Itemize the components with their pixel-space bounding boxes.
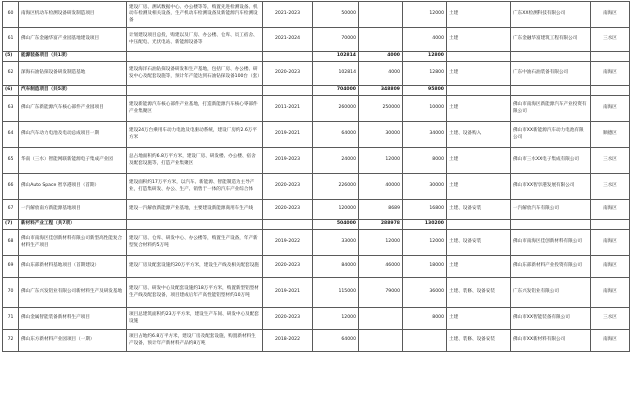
row-number-cell: 61 [3, 28, 19, 52]
owner-company-cell: 佛山市南海区新能源汽车产业投资有限公司 [511, 96, 591, 122]
row-number-cell: (7) [3, 220, 19, 230]
row-number-cell: 64 [3, 122, 19, 148]
investment-use-cell: 土建 [447, 174, 511, 200]
project-content-cell: 建设厂房、仓库、研发中心、办公楼等，购置生产设备，年产新型复合材料约5万吨 [127, 230, 263, 256]
table-row [3, 28, 630, 52]
project-content-cell: 总占地面积约6.8万平方米，建设厂房、研发楼、办公楼、宿舍及配套设施等，打造产业集聚区 [127, 148, 263, 174]
planned-investment-cell: 18000 [403, 256, 447, 278]
owner-company-cell: 广东中油石油装备有限公司 [511, 62, 591, 86]
table-row [3, 230, 630, 256]
completed-investment-cell [359, 308, 403, 330]
project-name-cell: 佛山Auto Space 智享港项目（首期） [19, 174, 127, 200]
district-cell: 三水区 [591, 308, 630, 330]
owner-company-cell: 佛山市三水XX电子集成有限公司 [511, 148, 591, 174]
owner-company-cell: 佛山市XX新材料有限公司 [511, 330, 591, 352]
table-row [3, 330, 630, 352]
project-period-cell [263, 52, 313, 62]
planned-investment-cell: 12000 [403, 230, 447, 256]
owner-company-cell: 广东金融华富建筑工程有限公司 [511, 28, 591, 52]
table-row [3, 278, 630, 308]
row-number-cell: (5) [3, 52, 19, 62]
district-cell: 南海区 [591, 230, 630, 256]
project-period-cell: 2020-2023 [263, 308, 313, 330]
owner-company-cell: 一汽解放汽车有限公司 [511, 200, 591, 220]
investment-use-cell: 土建 [447, 96, 511, 122]
owner-company-cell [511, 86, 591, 96]
completed-investment-cell: 46000 [359, 256, 403, 278]
owner-company-cell [511, 220, 591, 230]
planned-investment-cell: 4000 [403, 28, 447, 52]
planned-investment-cell: 12800 [403, 52, 447, 62]
total-investment-cell: 504000 [313, 220, 359, 230]
planned-investment-cell: 8000 [403, 148, 447, 174]
project-content-cell: 项目总建筑面积约23万平方米，建设生产车间、研发中心及配套设施 [127, 308, 263, 330]
row-number-cell: 70 [3, 278, 19, 308]
planned-investment-cell: 12800 [403, 62, 447, 86]
project-content-cell: 建设厂房、研发中心及配套设施约18万平方米，购置新型铝型材生产线及配套设备，项目建成后年产高性能铝型材约10万吨 [127, 278, 263, 308]
planned-investment-cell: 30000 [403, 174, 447, 200]
district-cell: 南海区 [591, 62, 630, 86]
project-period-cell: 2011-2021 [263, 96, 313, 122]
project-period-cell: 2019-2021 [263, 278, 313, 308]
investment-use-cell: 土建、设备安装 [447, 230, 511, 256]
total-investment-cell: 64000 [313, 122, 359, 148]
planned-investment-cell: 36000 [403, 278, 447, 308]
district-cell [591, 86, 630, 96]
investment-use-cell: 土建、设备购入 [447, 122, 511, 148]
project-period-cell: 2020-2023 [263, 256, 313, 278]
total-investment-cell: 115000 [313, 278, 359, 308]
district-cell: 三水区 [591, 148, 630, 174]
planned-investment-cell: 130200 [403, 220, 447, 230]
total-investment-cell: 102814 [313, 52, 359, 62]
table-row [3, 122, 630, 148]
project-table [2, 1, 630, 352]
project-period-cell [263, 86, 313, 96]
district-cell: 南海区 [591, 2, 630, 28]
project-content-cell [127, 220, 263, 230]
project-name-cell: 佛山金属智能装备新材料生产项目 [19, 308, 127, 330]
table-row [3, 308, 630, 330]
total-investment-cell: 12000 [313, 308, 359, 330]
project-name-cell: 华南（三水）智能网联新能源电子集成产业园 [19, 148, 127, 174]
table-row [3, 96, 630, 122]
total-investment-cell: 704000 [313, 86, 359, 96]
district-cell: 南海区 [591, 96, 630, 122]
investment-use-cell: 土建、装修、设备安装 [447, 330, 511, 352]
project-name-cell: 新材料产业工程（共7项） [19, 220, 127, 230]
planned-investment-cell: 8000 [403, 308, 447, 330]
investment-use-cell: 土建 [447, 28, 511, 52]
investment-use-cell: 土建 [447, 256, 511, 278]
investment-use-cell [447, 220, 511, 230]
project-content-cell [127, 52, 263, 62]
total-investment-cell: 102814 [313, 62, 359, 86]
row-number-cell: 68 [3, 230, 19, 256]
completed-investment-cell: 4000 [359, 62, 403, 86]
row-number-cell: 63 [3, 96, 19, 122]
table-row [3, 2, 630, 28]
completed-investment-cell: 12000 [359, 230, 403, 256]
project-content-cell: 建设新能源汽车核心部件产业基地，打造新能源汽车核心零部件产业集聚区 [127, 96, 263, 122]
table-row [3, 174, 630, 200]
project-name-cell: 佛山市南海区佳创新材料有限公司新型高性能复合材料生产项目 [19, 230, 127, 256]
total-investment-cell: 70000 [313, 28, 359, 52]
project-period-cell: 2021-2023 [263, 2, 313, 28]
total-investment-cell: 84000 [313, 256, 359, 278]
project-period-cell: 2019-2023 [263, 148, 313, 174]
district-cell [591, 52, 630, 62]
project-name-cell: 一汽解放南方新能源基地项目 [19, 200, 127, 220]
investment-use-cell: 土建 [447, 308, 511, 330]
table-row [3, 256, 630, 278]
table-row [3, 200, 630, 220]
row-number-cell: 62 [3, 62, 19, 86]
row-number-cell: 60 [3, 2, 19, 28]
project-name-cell: 佛山东部新材料基地项目（首期建设） [19, 256, 127, 278]
district-cell: 南海区 [591, 330, 630, 352]
owner-company-cell: 佛山市南海区佳创新材料有限公司 [511, 230, 591, 256]
completed-investment-cell: 79000 [359, 278, 403, 308]
project-content-cell: 建设厂房、测试数据中心、办公楼等等，购置先进检测设备、机动车检测及相关设备，生产机动车检测设备及新能源汽车检测设备 [127, 2, 263, 28]
project-content-cell [127, 86, 263, 96]
district-cell: 顺德区 [591, 122, 630, 148]
planned-investment-cell: 12000 [403, 2, 447, 28]
category-row [3, 220, 630, 230]
district-cell: 南海区 [591, 200, 630, 220]
project-name-cell: 佛山东方新材料产业园项目（一期） [19, 330, 127, 352]
row-number-cell: 65 [3, 148, 19, 174]
total-investment-cell: 226000 [313, 174, 359, 200]
investment-use-cell: 土建、装修、设备安装 [447, 278, 511, 308]
project-period-cell: 2020-2023 [263, 62, 313, 86]
district-cell [591, 220, 630, 230]
district-cell: 三水区 [591, 174, 630, 200]
project-name-cell: 汽车制造项目（共5项） [19, 86, 127, 96]
total-investment-cell: 24000 [313, 148, 359, 174]
investment-use-cell: 土建、设备安装 [447, 200, 511, 220]
completed-investment-cell: 250000 [359, 96, 403, 122]
row-number-cell: 72 [3, 330, 19, 352]
project-name-cell: 深海石油钻探设备研发制造基地 [19, 62, 127, 86]
project-period-cell [263, 220, 313, 230]
project-name-cell: 佛山广东金融华富产业园基地建设项目 [19, 28, 127, 52]
owner-company-cell: 佛山东部新材料产业投资有限公司 [511, 256, 591, 278]
completed-investment-cell [359, 28, 403, 52]
planned-investment-cell: 16800 [403, 200, 447, 220]
investment-use-cell [447, 86, 511, 96]
project-period-cell: 2019-2022 [263, 230, 313, 256]
category-row [3, 86, 630, 96]
total-investment-cell: 64000 [313, 330, 359, 352]
completed-investment-cell [359, 2, 403, 28]
table-row [3, 62, 630, 86]
planned-investment-cell [403, 330, 447, 352]
total-investment-cell: 50000 [313, 2, 359, 28]
project-content-cell: 建设海洋石油钻探设备研发和生产基地，包括厂房、办公楼、研发中心及配套设施等，预计年产能达到石油钻探设备100台（套） [127, 62, 263, 86]
project-content-cell: 建设一汽解放新能源产业基地，主要建设新能源商用车生产线 [127, 200, 263, 220]
row-number-cell: 66 [3, 174, 19, 200]
project-period-cell: 2019-2021 [263, 122, 313, 148]
total-investment-cell: 120000 [313, 200, 359, 220]
project-name-cell: 佛山广东兴发铝业有限公司新材料生产及研发基地 [19, 278, 127, 308]
total-investment-cell: 33000 [313, 230, 359, 256]
owner-company-cell: 佛山市XX新能源汽车动力电池有限公司 [511, 122, 591, 148]
owner-company-cell: 佛山市XX智能装备有限公司 [511, 308, 591, 330]
owner-company-cell: 佛山市XX智享港发展有限公司 [511, 174, 591, 200]
project-name-cell: 佛山广东新能源汽车核心部件产业园项目 [19, 96, 127, 122]
row-number-cell: (6) [3, 86, 19, 96]
project-name-cell: 佛山汽车动力电池及电动总成项目一期 [19, 122, 127, 148]
owner-company-cell [511, 52, 591, 62]
project-name-cell: 能源装备项目（共1项） [19, 52, 127, 62]
completed-investment-cell: 8689 [359, 200, 403, 220]
row-number-cell: 71 [3, 308, 19, 330]
project-content-cell: 建设24万台乘用车动力电池及电驱动系统，建设厂房约2.6万平方米 [127, 122, 263, 148]
investment-use-cell: 土建 [447, 2, 511, 28]
investment-use-cell [447, 52, 511, 62]
completed-investment-cell: 30000 [359, 122, 403, 148]
project-content-cell: 项目占地约6.8万平方米，建设厂房及配套设施，购置新材料生产设备，预计年产新材料产品约8万吨 [127, 330, 263, 352]
investment-use-cell: 土建 [447, 148, 511, 174]
project-content-cell: 建设厂房及配套设施约20万平方米，建设生产线及相关配套设施 [127, 256, 263, 278]
planned-investment-cell: 34000 [403, 122, 447, 148]
completed-investment-cell: 288978 [359, 220, 403, 230]
owner-company-cell: 广东兴发铝业有限公司 [511, 278, 591, 308]
planned-investment-cell: 95800 [403, 86, 447, 96]
project-period-cell: 2020-2023 [263, 174, 313, 200]
completed-investment-cell [359, 330, 403, 352]
investment-use-cell: 土建 [447, 62, 511, 86]
planned-investment-cell: 10000 [403, 96, 447, 122]
category-row [3, 52, 630, 62]
project-name-cell: 南海区机动车检测设备研发制造项目 [19, 2, 127, 28]
district-cell: 南海区 [591, 278, 630, 308]
district-cell: 三水区 [591, 28, 630, 52]
project-content-cell: 计划建设项目总投，购建以及厂房、办公楼、仓库、员工宿舍、中压配电、光伏电站、新能源设备等 [127, 28, 263, 52]
table-row [3, 148, 630, 174]
project-period-cell: 2020-2023 [263, 200, 313, 220]
district-cell: 南海区 [591, 256, 630, 278]
project-period-cell: 2018-2022 [263, 330, 313, 352]
row-number-cell: 69 [3, 256, 19, 278]
completed-investment-cell: 4000 [359, 52, 403, 62]
completed-investment-cell: 348809 [359, 86, 403, 96]
project-period-cell: 2021-2024 [263, 28, 313, 52]
row-number-cell: 67 [3, 200, 19, 220]
total-investment-cell: 260000 [313, 96, 359, 122]
completed-investment-cell: 40000 [359, 174, 403, 200]
project-content-cell: 建设面积约17万平方米，以汽车、新能源、智能制造为主导产业，打造集研发、办公、生产、销售于一体的汽车产业综合体 [127, 174, 263, 200]
completed-investment-cell: 12000 [359, 148, 403, 174]
owner-company-cell: 广东XX检测科技有限公司 [511, 2, 591, 28]
